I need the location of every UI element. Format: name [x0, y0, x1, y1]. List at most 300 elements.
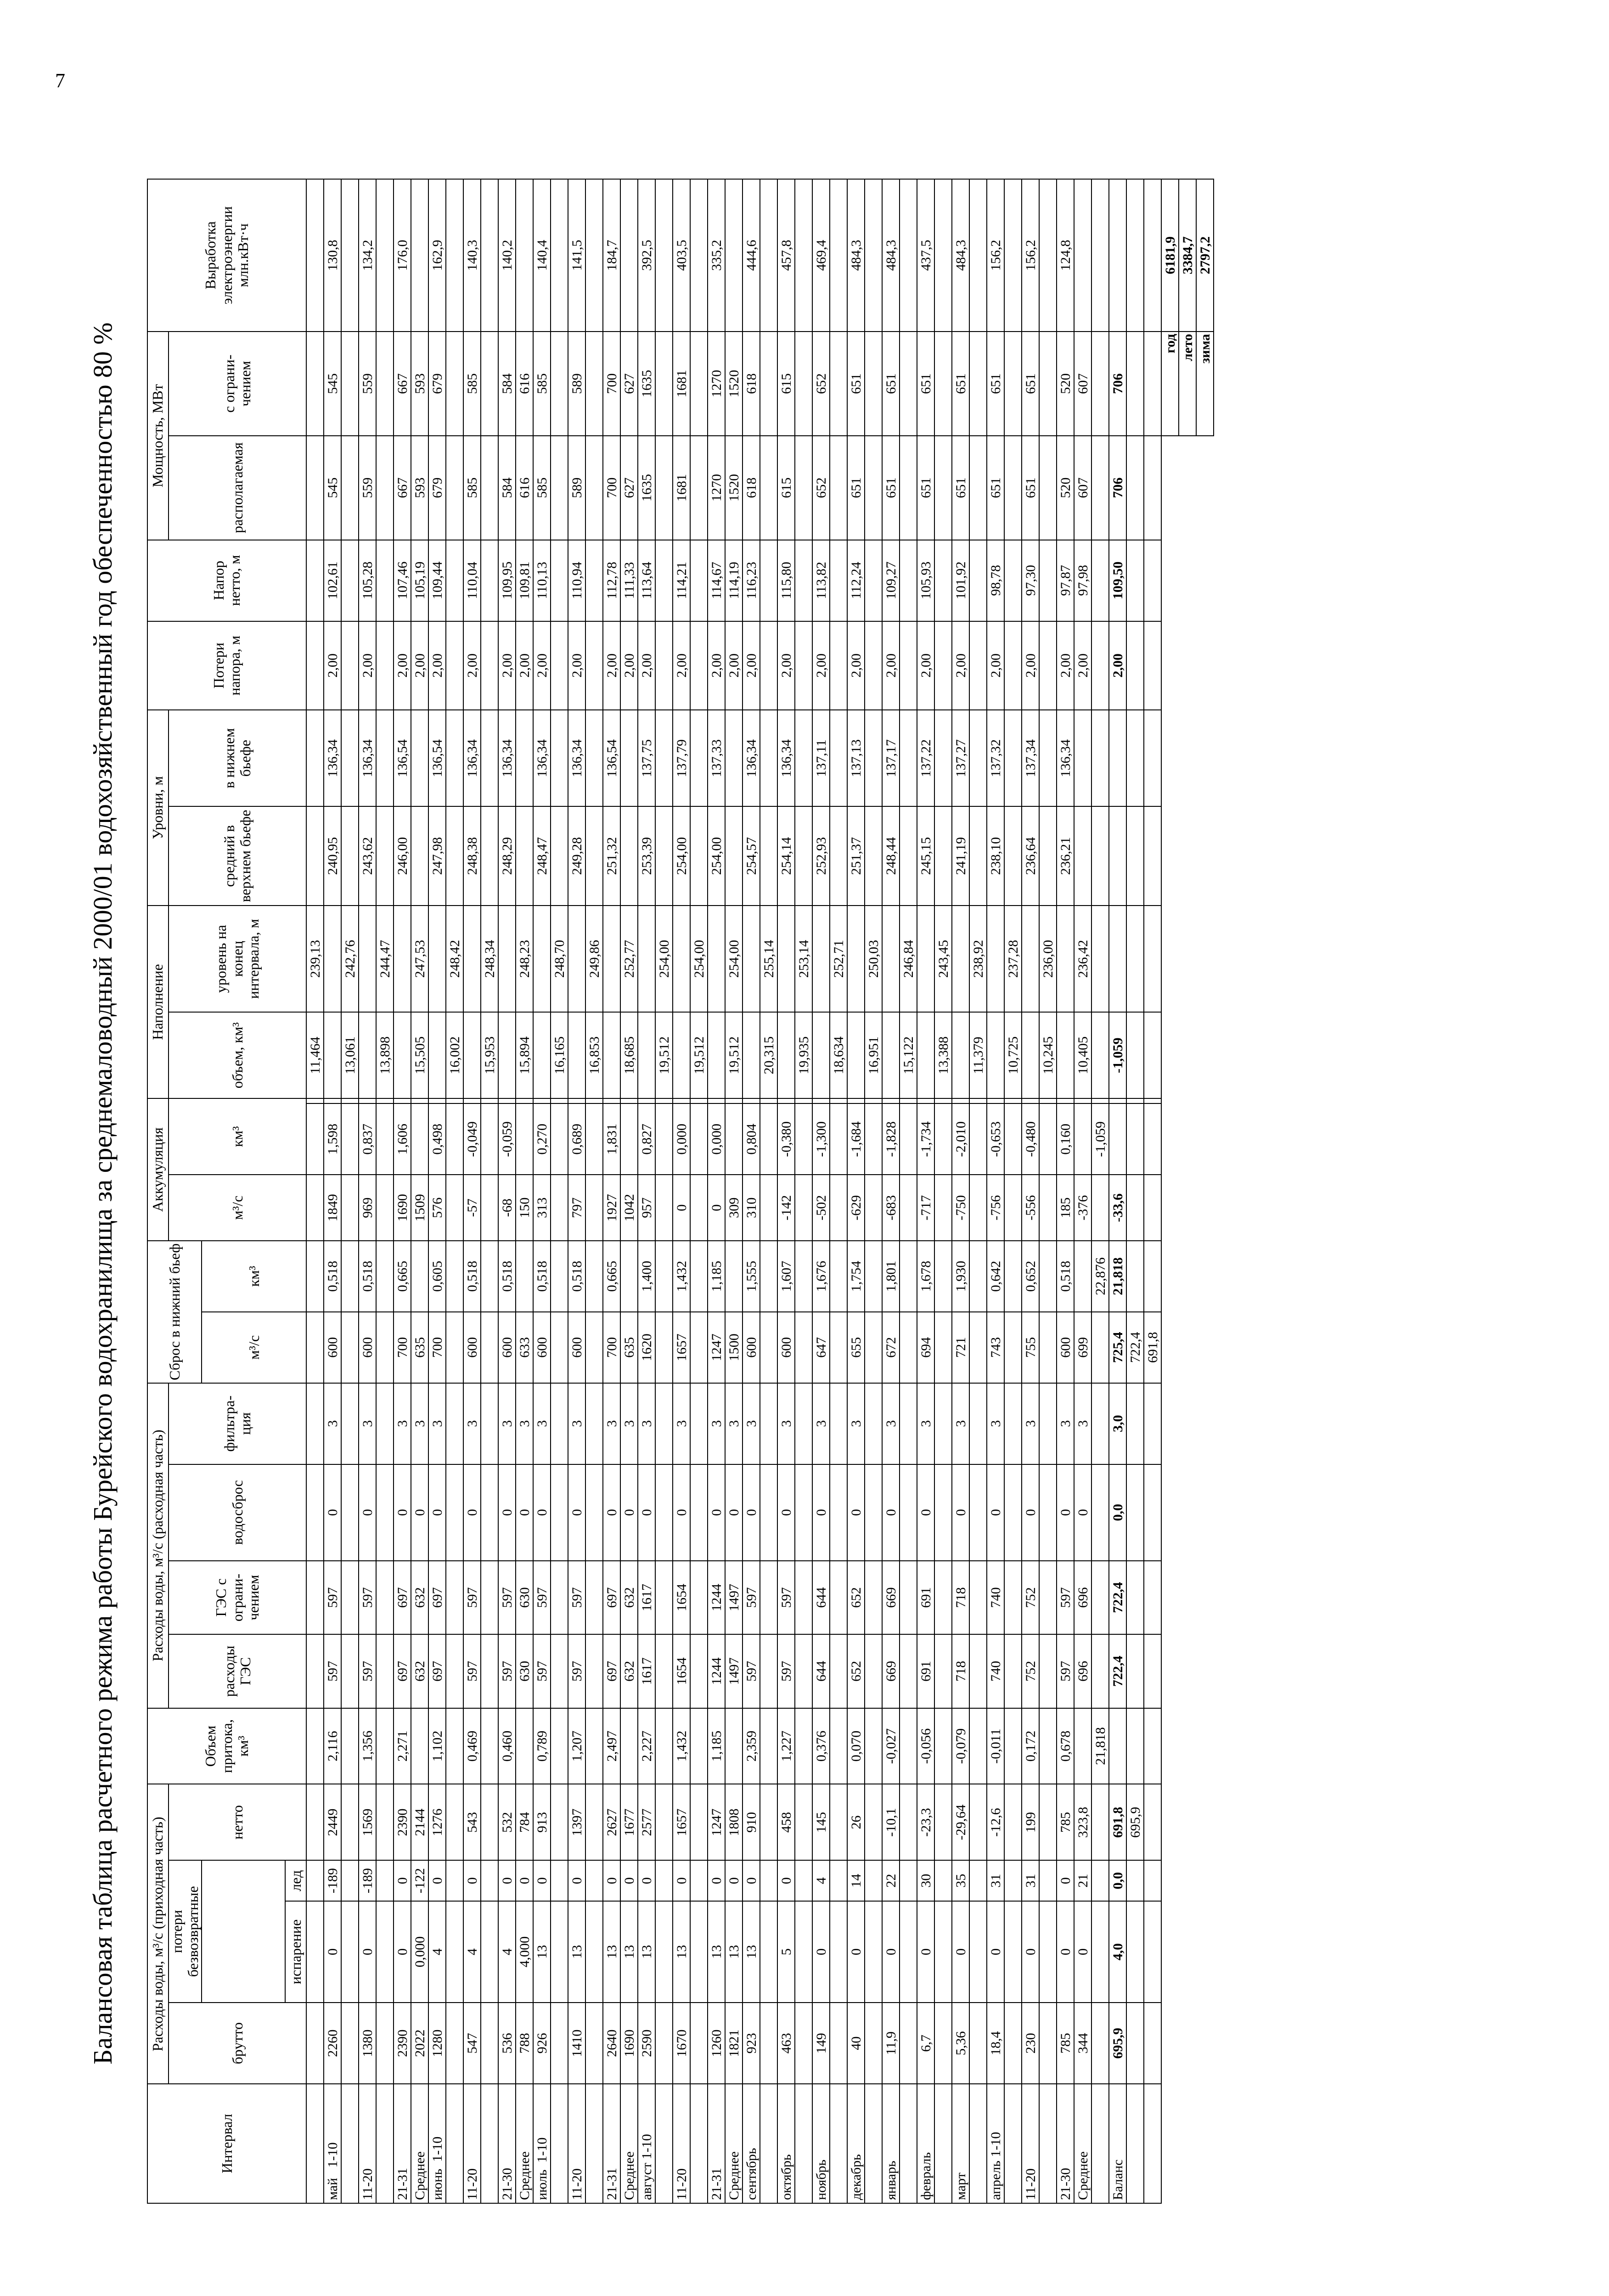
table-cell: [1091, 806, 1109, 906]
table-cell: 0: [463, 1464, 481, 1561]
table-cell: [690, 1464, 708, 1561]
table-cell: [760, 179, 777, 332]
table-cell: 600: [359, 1312, 376, 1383]
table-cell: [795, 332, 812, 436]
spacer: [1179, 436, 1196, 2203]
table-cell: [481, 1098, 498, 1103]
table-cell: 240,95: [324, 806, 341, 906]
table-cell: 3: [428, 1383, 446, 1464]
table-cell: 22,876: [1091, 1241, 1109, 1312]
interval-cell: [551, 2084, 568, 2203]
table-cell: 3: [324, 1383, 341, 1464]
table-cell: [900, 1901, 917, 2003]
annual-label: лето: [1179, 332, 1196, 436]
interval-cell: ноябрь: [812, 2084, 830, 2203]
header-hpp-flow: расходы ГЭС: [169, 1634, 306, 1708]
table-cell: [969, 1312, 987, 1383]
table-cell: [620, 1241, 638, 1312]
header-dis-km3: км³: [202, 1241, 306, 1312]
table-cell: 0: [568, 1464, 585, 1561]
header-downstream: в нижнем бьефе: [169, 710, 306, 806]
table-cell: 253,39: [638, 806, 655, 906]
table-cell: -0,380: [777, 1103, 795, 1175]
table-cell: 651: [917, 436, 934, 540]
table-cell: [1091, 1464, 1109, 1561]
table-cell: 230: [1022, 2003, 1039, 2084]
table-cell: 655: [847, 1312, 865, 1383]
table-cell: [690, 1175, 708, 1241]
table-cell: -0,653: [987, 1103, 1004, 1175]
interval-cell: [865, 2084, 882, 2203]
header-levels: Уровни, м: [147, 710, 169, 906]
table-cell: 652: [847, 1634, 865, 1708]
table-cell: 1927: [603, 1175, 620, 1241]
table-cell: [568, 1012, 585, 1098]
table-cell: 0: [620, 1860, 638, 1901]
table-cell: 597: [743, 1634, 760, 1708]
table-cell: 109,44: [428, 540, 446, 621]
table-cell: [498, 1012, 516, 1098]
table-cell: 576: [428, 1175, 446, 1241]
table-cell: [1109, 1098, 1126, 1103]
table-cell: 1270: [708, 332, 725, 436]
table-cell: [725, 710, 743, 806]
table-cell: [865, 1312, 882, 1383]
table-cell: [760, 1901, 777, 2003]
table-cell: 238,10: [987, 806, 1004, 906]
table-cell: 137,33: [708, 710, 725, 806]
table-cell: 97,30: [1022, 540, 1039, 621]
table-cell: [900, 1860, 917, 1901]
table-cell: 597: [568, 1561, 585, 1634]
table-cell: [969, 1098, 987, 1103]
table-cell: [1004, 1103, 1022, 1175]
table-cell: 2390: [394, 1784, 411, 1860]
table-cell: 584: [498, 436, 516, 540]
table-cell: [1004, 806, 1022, 906]
interval-cell: Среднее: [411, 2084, 428, 2203]
table-cell: [655, 1175, 673, 1241]
table-cell: -23,3: [917, 1784, 934, 1860]
table-cell: [1074, 710, 1091, 806]
table-cell: 1,606: [394, 1103, 411, 1175]
table-cell: [551, 806, 568, 906]
interval-cell: июнь 1-10: [428, 2084, 446, 2203]
table-cell: 3: [1074, 1383, 1091, 1464]
table-cell: 254,00: [673, 806, 690, 906]
table-cell: [1022, 906, 1039, 1012]
table-cell: [603, 1098, 620, 1103]
table-cell: [306, 1561, 324, 1634]
table-cell: 0: [847, 1464, 865, 1561]
table-cell: [795, 1784, 812, 1860]
table-cell: [1126, 1103, 1144, 1175]
table-cell: 0: [987, 1464, 1004, 1561]
header-fill-level: уровень на конец интервала, м: [169, 906, 306, 1012]
table-cell: [551, 1098, 568, 1103]
table-cell: [865, 1901, 882, 2003]
table-cell: 1,801: [882, 1241, 900, 1312]
table-cell: 20,315: [760, 1012, 777, 1098]
table-cell: [1091, 621, 1109, 710]
table-cell: -122: [411, 1860, 428, 1901]
table-cell: [481, 1634, 498, 1708]
table-cell: [446, 1708, 463, 1784]
table-cell: -68: [498, 1175, 516, 1241]
table-cell: [830, 2003, 847, 2084]
table-cell: [917, 1012, 934, 1098]
table-cell: 137,11: [812, 710, 830, 806]
table-cell: [690, 1103, 708, 1175]
interval-cell: [481, 2084, 498, 2203]
table-cell: 0: [743, 1464, 760, 1561]
table-cell: [673, 1012, 690, 1098]
header-hpp-limited: ГЭС с ограни-чением: [169, 1561, 306, 1634]
table-cell: [830, 806, 847, 906]
table-cell: [934, 436, 952, 540]
table-cell: [446, 710, 463, 806]
table-cell: [795, 1464, 812, 1561]
table-cell: 600: [1057, 1312, 1074, 1383]
table-cell: 647: [812, 1312, 830, 1383]
table-cell: 13: [638, 1901, 655, 2003]
table-cell: 10,405: [1074, 1012, 1091, 1098]
table-cell: 615: [777, 436, 795, 540]
table-row: [1022, 179, 1039, 2203]
table-cell: [341, 1784, 359, 1860]
annual-value: 2797,2: [1196, 179, 1214, 332]
table-cell: 3: [882, 1383, 900, 1464]
table-cell: 1497: [725, 1634, 743, 1708]
table-cell: [1144, 1175, 1161, 1241]
table-cell: 15,953: [481, 1012, 498, 1098]
table-cell: [900, 1708, 917, 1784]
table-cell: [1091, 1012, 1109, 1098]
table-cell: 13,388: [934, 1012, 952, 1098]
table-cell: 700: [603, 332, 620, 436]
table-cell: 141,5: [568, 179, 585, 332]
table-cell: 797: [568, 1175, 585, 1241]
table-cell: [795, 1860, 812, 1901]
table-cell: [341, 1634, 359, 1708]
table-cell: [917, 906, 934, 1012]
table-cell: 130,8: [324, 179, 341, 332]
table-cell: 2,00: [917, 621, 934, 710]
table-cell: 113,64: [638, 540, 655, 621]
table-cell: 632: [620, 1561, 638, 1634]
table-cell: [306, 436, 324, 540]
table-cell: [865, 1784, 882, 1860]
table-cell: [830, 1561, 847, 1634]
table-cell: 597: [359, 1561, 376, 1634]
table-cell: 651: [987, 436, 1004, 540]
table-cell: [1039, 1784, 1057, 1860]
table-cell: [1126, 436, 1144, 540]
table-cell: 2,227: [638, 1708, 655, 1784]
interval-cell: март: [952, 2084, 969, 2203]
table-cell: [673, 1098, 690, 1103]
table-cell: 248,44: [882, 806, 900, 906]
table-cell: [900, 1634, 917, 1708]
table-cell: [481, 1312, 498, 1383]
table-cell: 0,789: [533, 1708, 551, 1784]
table-cell: 136,34: [777, 710, 795, 806]
table-cell: 458: [777, 1784, 795, 1860]
table-cell: [1091, 179, 1109, 332]
table-cell: 136,34: [498, 710, 516, 806]
table-cell: 1260: [708, 2003, 725, 2084]
table-cell: [760, 1561, 777, 1634]
table-cell: 109,50: [1109, 540, 1126, 621]
table-cell: [516, 1103, 533, 1175]
table-cell: 21: [1074, 1860, 1091, 1901]
table-cell: 651: [1022, 332, 1039, 436]
table-cell: 102,61: [324, 540, 341, 621]
table-cell: [690, 806, 708, 906]
table-cell: 722,4: [1109, 1561, 1126, 1634]
table-cell: [306, 1634, 324, 1708]
table-cell: 630: [516, 1634, 533, 1708]
table-cell: 0: [882, 1464, 900, 1561]
table-cell: 19,935: [795, 1012, 812, 1098]
table-cell: 1,930: [952, 1241, 969, 1312]
table-cell: 16,165: [551, 1012, 568, 1098]
table-cell: 0,518: [324, 1241, 341, 1312]
table-cell: [690, 540, 708, 621]
table-cell: 632: [411, 1561, 428, 1634]
table-cell: [900, 621, 917, 710]
table-row: [533, 179, 551, 2203]
table-cell: 607: [1074, 436, 1091, 540]
table-cell: 0,678: [1057, 1708, 1074, 1784]
table-cell: 722,4: [1126, 1312, 1144, 1383]
table-cell: 697: [428, 1634, 446, 1708]
table-cell: 0,665: [603, 1241, 620, 1312]
table-cell: 3: [1022, 1383, 1039, 1464]
table-cell: [655, 1561, 673, 1634]
table-cell: [585, 1708, 603, 1784]
interval-cell: [830, 2084, 847, 2203]
table-cell: [934, 1464, 952, 1561]
table-cell: 1,185: [708, 1241, 725, 1312]
table-cell: 124,8: [1057, 179, 1074, 332]
table-cell: [306, 1784, 324, 1860]
table-cell: [830, 179, 847, 332]
table-cell: 13,898: [376, 1012, 394, 1098]
table-row: [1091, 179, 1109, 2203]
table-cell: [847, 906, 865, 1012]
table-cell: 1690: [620, 2003, 638, 2084]
table-cell: 140,4: [533, 179, 551, 332]
table-cell: [1144, 806, 1161, 906]
table-cell: [376, 1098, 394, 1103]
table-cell: [900, 1383, 917, 1464]
table-cell: [882, 1098, 900, 1103]
table-cell: 0,837: [359, 1103, 376, 1175]
table-cell: 545: [324, 436, 341, 540]
table-cell: [760, 1860, 777, 1901]
table-cell: [533, 1012, 551, 1098]
table-cell: [655, 540, 673, 621]
annual-value: 3384,7: [1179, 179, 1196, 332]
table-cell: 18,685: [620, 1012, 638, 1098]
interval-cell: октябрь: [777, 2084, 795, 2203]
table-cell: 4,0: [1109, 1901, 1126, 2003]
header-inflow-volume: Объем притока, км³: [147, 1708, 306, 1784]
table-cell: 1042: [620, 1175, 638, 1241]
table-cell: [376, 621, 394, 710]
table-cell: [1039, 1241, 1057, 1312]
table-cell: 597: [324, 1634, 341, 1708]
table-cell: [1109, 806, 1126, 906]
table-cell: 238,92: [969, 906, 987, 1012]
table-cell: [760, 1103, 777, 1175]
table-cell: 463: [777, 2003, 795, 2084]
table-cell: [865, 806, 882, 906]
table-cell: [1004, 332, 1022, 436]
table-cell: [551, 1175, 568, 1241]
table-cell: [516, 1708, 533, 1784]
table-cell: 1,831: [603, 1103, 620, 1175]
table-cell: 752: [1022, 1634, 1039, 1708]
table-cell: [1039, 436, 1057, 540]
table-cell: [655, 1103, 673, 1175]
table-cell: [900, 1561, 917, 1634]
table-cell: 630: [516, 1561, 533, 1634]
table-cell: 0: [1074, 1901, 1091, 2003]
table-cell: 109,95: [498, 540, 516, 621]
table-cell: [551, 540, 568, 621]
table-cell: [1039, 1561, 1057, 1634]
table-cell: 4: [812, 1860, 830, 1901]
table-cell: [743, 1012, 760, 1098]
table-cell: 249,28: [568, 806, 585, 906]
table-cell: [777, 906, 795, 1012]
table-cell: [1004, 1098, 1022, 1103]
table-cell: [725, 1241, 743, 1312]
table-cell: 1,598: [324, 1103, 341, 1175]
table-cell: [830, 1860, 847, 1901]
table-row: [341, 179, 359, 2203]
table-cell: [306, 621, 324, 710]
table-cell: [830, 1784, 847, 1860]
interval-cell: [900, 2084, 917, 2203]
table-cell: [446, 806, 463, 906]
table-cell: [446, 1312, 463, 1383]
table-cell: 721: [952, 1312, 969, 1383]
table-cell: 635: [411, 1312, 428, 1383]
table-cell: 15,122: [900, 1012, 917, 1098]
table-row: [1126, 179, 1144, 2203]
table-cell: -1,059: [1109, 1012, 1126, 1098]
table-cell: 184,7: [603, 179, 620, 332]
table-cell: [446, 1175, 463, 1241]
table-cell: [1091, 1098, 1109, 1103]
table-cell: [411, 1098, 428, 1103]
table-cell: [952, 1012, 969, 1098]
table-cell: 2,359: [743, 1708, 760, 1784]
table-cell: [1126, 332, 1144, 436]
interval-cell: апрель 1-10: [987, 2084, 1004, 2203]
table-cell: [446, 1103, 463, 1175]
table-cell: 113,82: [812, 540, 830, 621]
table-cell: 0: [498, 1860, 516, 1901]
table-cell: 243,62: [359, 806, 376, 906]
table-cell: 0,652: [1022, 1241, 1039, 1312]
table-cell: 755: [1022, 1312, 1039, 1383]
table-cell: [498, 906, 516, 1012]
table-cell: 597: [324, 1561, 341, 1634]
table-cell: 1244: [708, 1561, 725, 1634]
table-cell: 644: [812, 1561, 830, 1634]
table-cell: [1126, 906, 1144, 1012]
table-cell: 136,34: [743, 710, 760, 806]
table-cell: -10,1: [882, 1784, 900, 1860]
table-cell: [795, 179, 812, 332]
table-cell: 10,725: [1004, 1012, 1022, 1098]
table-cell: [376, 332, 394, 436]
table-cell: [324, 1012, 341, 1098]
table-cell: 3: [812, 1383, 830, 1464]
table-cell: [934, 621, 952, 710]
table-cell: 0: [725, 1464, 743, 1561]
header-acc-km3: км³: [169, 1098, 306, 1175]
table-cell: 1617: [638, 1634, 655, 1708]
table-cell: [900, 1098, 917, 1103]
table-cell: 145: [812, 1784, 830, 1860]
table-cell: 1,432: [673, 1241, 690, 1312]
interval-cell: [1144, 2084, 1161, 2203]
table-cell: 0,469: [463, 1708, 481, 1784]
table-cell: [1091, 1860, 1109, 1901]
table-cell: [690, 1634, 708, 1708]
table-cell: 3: [708, 1383, 725, 1464]
table-cell: [987, 1098, 1004, 1103]
table-cell: [882, 906, 900, 1012]
table-cell: [1144, 1464, 1161, 1561]
table-cell: 0,376: [812, 1708, 830, 1784]
table-cell: [777, 1012, 795, 1098]
table-cell: 926: [533, 2003, 551, 2084]
header-gross: брутто: [169, 2003, 306, 2084]
table-cell: [934, 179, 952, 332]
header-accumulation: Аккумуляция: [147, 1098, 169, 1241]
table-cell: 600: [463, 1312, 481, 1383]
table-cell: [481, 621, 498, 710]
table-cell: 2,497: [603, 1708, 620, 1784]
table-cell: [568, 1098, 585, 1103]
table-cell: [795, 1634, 812, 1708]
table-cell: 0: [917, 1901, 934, 2003]
table-cell: [481, 1860, 498, 1901]
table-cell: [987, 1012, 1004, 1098]
table-cell: 26: [847, 1784, 865, 1860]
table-cell: [795, 1175, 812, 1241]
table-cell: 0,605: [428, 1241, 446, 1312]
table-cell: 597: [463, 1561, 481, 1634]
table-cell: 691,8: [1144, 1312, 1161, 1383]
table-cell: [341, 179, 359, 332]
table-cell: 1,607: [777, 1241, 795, 1312]
table-cell: [1091, 1901, 1109, 2003]
table-row: [830, 179, 847, 2203]
table-cell: 600: [568, 1312, 585, 1383]
table-cell: [481, 179, 498, 332]
table-cell: 11,464: [306, 1012, 324, 1098]
table-cell: [969, 1901, 987, 2003]
table-cell: 5,36: [952, 2003, 969, 2084]
table-cell: 697: [603, 1561, 620, 1634]
